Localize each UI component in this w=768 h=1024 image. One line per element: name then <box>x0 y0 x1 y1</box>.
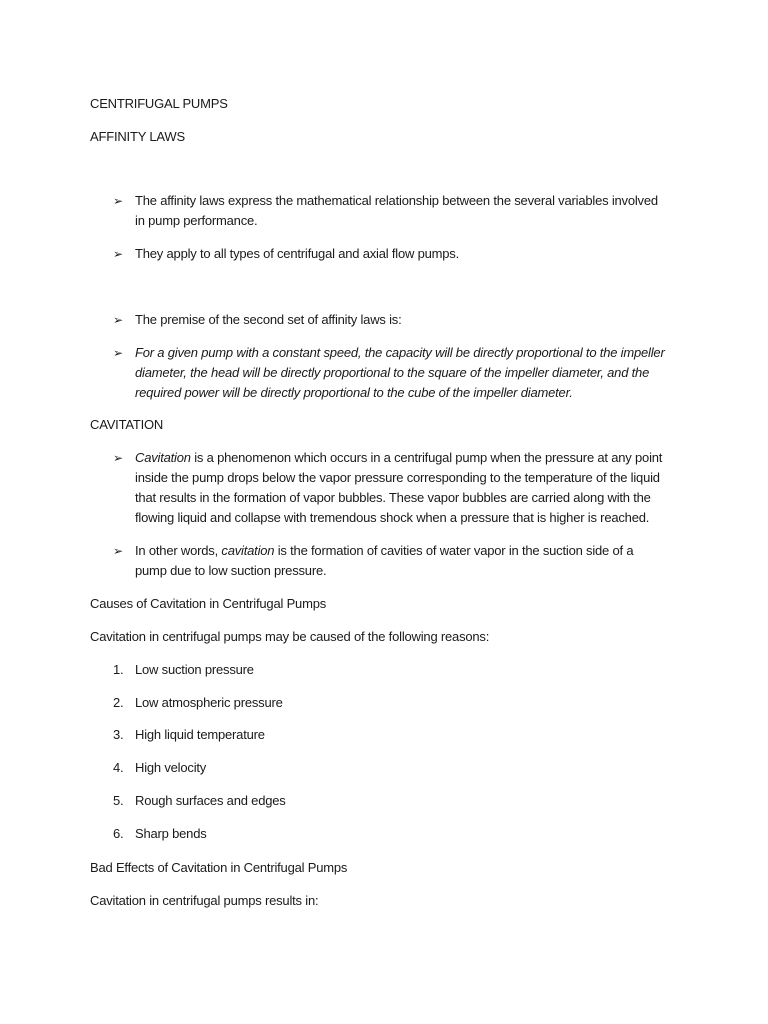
list-item <box>113 824 207 844</box>
list-item <box>113 693 283 713</box>
list-item <box>113 660 254 680</box>
list-number: 3. <box>113 727 124 742</box>
bullet-text-line: The affinity laws express the mathematical relationship between the several variables involved <box>135 193 658 208</box>
list-item <box>113 725 265 745</box>
list-number: 5. <box>113 793 124 808</box>
list-item-text: Low suction pressure <box>135 662 254 677</box>
cavitation-term: Cavitation <box>135 450 191 465</box>
list-item-text: Rough surfaces and edges <box>135 793 286 808</box>
affinity-laws-heading: AFFINITY LAWS <box>90 129 185 144</box>
bullet-text-segment: In other words, <box>135 543 222 558</box>
list-item <box>113 791 286 811</box>
bullet-text-line: that results in the formation of vapor bubbles. These vapor bubbles are carried along with the <box>135 490 651 505</box>
list-number: 1. <box>113 662 124 677</box>
bullet-text-line: in pump performance. <box>135 213 258 228</box>
list-item-text: Sharp bends <box>135 826 207 841</box>
causes-intro: Cavitation in centrifugal pumps may be caused of the following reasons: <box>90 629 490 644</box>
list-item-text: Low atmospheric pressure <box>135 695 283 710</box>
arrow-bullet-icon: ➢ <box>113 346 123 360</box>
arrow-bullet-icon: ➢ <box>113 247 123 261</box>
bullet-text-segment: is a phenomenon which occurs in a centrifugal pump when the pressure at any point <box>190 450 663 465</box>
arrow-bullet-icon: ➢ <box>113 451 123 465</box>
arrow-bullet-icon: ➢ <box>113 194 123 208</box>
effects-heading: Bad Effects of Cavitation in Centrifugal Pumps <box>90 860 348 875</box>
bullet-text-line: inside the pump drops below the vapor pressure corresponding to the temperature of the liquid <box>135 470 660 485</box>
bullet-text-line <box>135 541 675 561</box>
arrow-bullet-icon: ➢ <box>113 313 123 327</box>
bullet-text-line <box>135 448 675 468</box>
bullet-text-line: For a given pump with a constant speed, the capacity will be directly proportional to the impeller <box>135 345 665 360</box>
list-item-text: High liquid temperature <box>135 727 265 742</box>
cavitation-term: cavitation <box>221 543 275 558</box>
bullet-text-line: diameter, the head will be directly proportional to the square of the impeller diameter, and the <box>135 365 650 380</box>
bullet-text-line: flowing liquid and collapse with tremendous shock when a pressure that is higher is reached. <box>135 510 650 525</box>
bullet-text-segment: is the formation of cavities of water vapor in the suction side of a <box>274 543 634 558</box>
bullet-text-line: They apply to all types of centrifugal and axial flow pumps. <box>135 246 460 261</box>
effects-intro: Cavitation in centrifugal pumps results in: <box>90 893 319 908</box>
list-item-text: High velocity <box>135 760 207 775</box>
list-item <box>113 758 206 778</box>
cavitation-heading: CAVITATION <box>90 417 164 432</box>
arrow-bullet-icon: ➢ <box>113 544 123 558</box>
bullet-text-line: The premise of the second set of affinity laws is: <box>135 312 402 327</box>
document-title: CENTRIFUGAL PUMPS <box>90 96 228 111</box>
bullet-text-line: required power will be directly proportional to the cube of the impeller diameter. <box>135 385 573 400</box>
causes-heading: Causes of Cavitation in Centrifugal Pumps <box>90 596 327 611</box>
list-number: 6. <box>113 826 124 841</box>
bullet-text-line: pump due to low suction pressure. <box>135 563 327 578</box>
list-number: 2. <box>113 695 124 710</box>
list-number: 4. <box>113 760 124 775</box>
